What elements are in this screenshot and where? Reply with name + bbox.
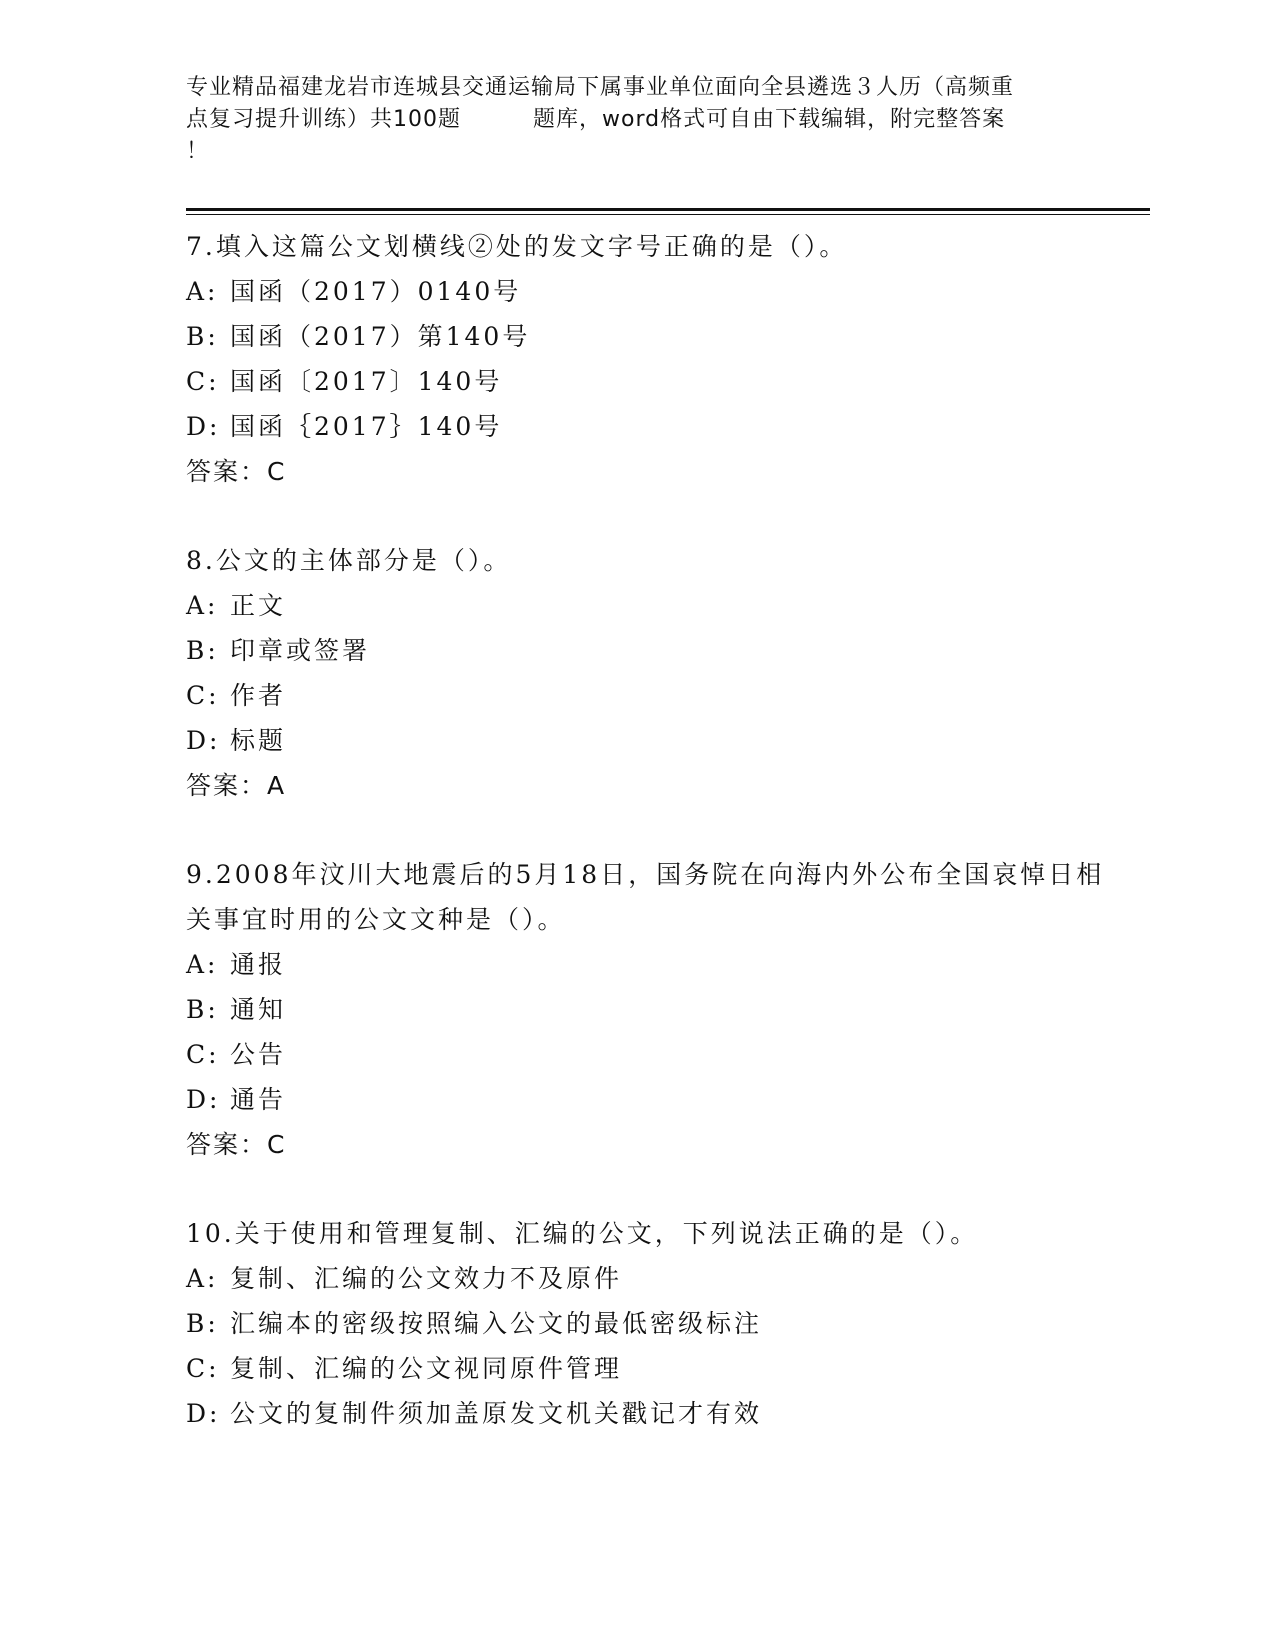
question-10 (186, 1211, 1106, 1436)
option-b (186, 1301, 1106, 1346)
option-c (186, 673, 1106, 718)
question-text: 7.填入这篇公文划横线②处的发文字号正确的是（）。 (186, 232, 848, 261)
option-c (186, 1346, 1106, 1391)
option-d (186, 1391, 1106, 1436)
option-text: 汇编本的密级按照编入公文的最低密级标注 (230, 1309, 763, 1338)
header-line-2-part-b: 题库，word格式可自由下载编辑，附完整答案 (533, 107, 1006, 132)
option-a (186, 583, 1106, 628)
option-letter: D: (186, 1399, 221, 1428)
option-text: 通告 (230, 1085, 287, 1114)
option-text: 作者 (230, 681, 287, 710)
option-a (186, 269, 1106, 314)
option-text: 国函｛2017｝140号 (230, 412, 503, 441)
header-line-1: 专业精品福建龙岩市连城县交通运输局下属事业单位面向全县遴选３人历（高频重 (186, 75, 1015, 100)
option-text: 通报 (230, 950, 287, 979)
option-letter: A: (186, 277, 219, 306)
option-b (186, 314, 1106, 359)
option-d (186, 718, 1106, 763)
option-d (186, 1077, 1106, 1122)
option-letter: C: (186, 1354, 220, 1383)
option-text: 国函〔2017〕140号 (230, 367, 503, 396)
option-letter: C: (186, 1040, 220, 1069)
option-letter: D: (186, 1085, 221, 1114)
option-text: 印章或签署 (230, 636, 371, 665)
option-text: 通知 (230, 995, 287, 1024)
option-text: 国函（2017）第140号 (230, 322, 531, 351)
question-7 (186, 224, 1106, 494)
question-9 (186, 852, 1106, 1167)
header-line-2 (186, 104, 1086, 136)
option-text: 标题 (230, 726, 287, 755)
answer-line: 答案：C (186, 457, 287, 486)
header-divider-thick (186, 208, 1150, 211)
option-letter: C: (186, 681, 220, 710)
option-c (186, 1032, 1106, 1077)
option-b (186, 628, 1106, 673)
answer-line: 答案：C (186, 1130, 287, 1159)
option-a (186, 942, 1106, 987)
header-line-2-part-a: 点复习提升训练）共100题 (186, 107, 461, 132)
question-text: 8.公文的主体部分是（）。 (186, 546, 512, 575)
question-text: 10.关于使用和管理复制、汇编的公文，下列说法正确的是（）。 (186, 1219, 979, 1248)
option-a (186, 1256, 1106, 1301)
option-letter: A: (186, 950, 219, 979)
question-text: 9.2008年汶川大地震后的5月18日，国务院在向海内外公布全国哀悼日相关事宜时用的公文文种是（）。 (186, 860, 1105, 934)
option-c (186, 359, 1106, 404)
option-letter: B: (186, 1309, 219, 1338)
option-letter: D: (186, 412, 221, 441)
option-letter: B: (186, 322, 219, 351)
option-text: 国函（2017）0140号 (230, 277, 522, 306)
option-letter: C: (186, 367, 220, 396)
question-list (186, 224, 1106, 1480)
header-divider-thin (186, 214, 1150, 215)
option-text: 公告 (230, 1040, 287, 1069)
option-text: 复制、汇编的公文视同原件管理 (230, 1354, 623, 1383)
option-text: 正文 (230, 591, 287, 620)
option-letter: A: (186, 591, 219, 620)
question-8 (186, 538, 1106, 808)
option-d (186, 404, 1106, 449)
option-text: 公文的复制件须加盖原发文机关戳记才有效 (230, 1399, 763, 1428)
answer-line: 答案：A (186, 771, 287, 800)
option-letter: B: (186, 636, 219, 665)
option-letter: A: (186, 1264, 219, 1293)
header-line-3: ！ (186, 139, 210, 164)
option-letter: B: (186, 995, 219, 1024)
document-header (186, 72, 1086, 168)
option-text: 复制、汇编的公文效力不及原件 (230, 1264, 623, 1293)
option-b (186, 987, 1106, 1032)
option-letter: D: (186, 726, 221, 755)
